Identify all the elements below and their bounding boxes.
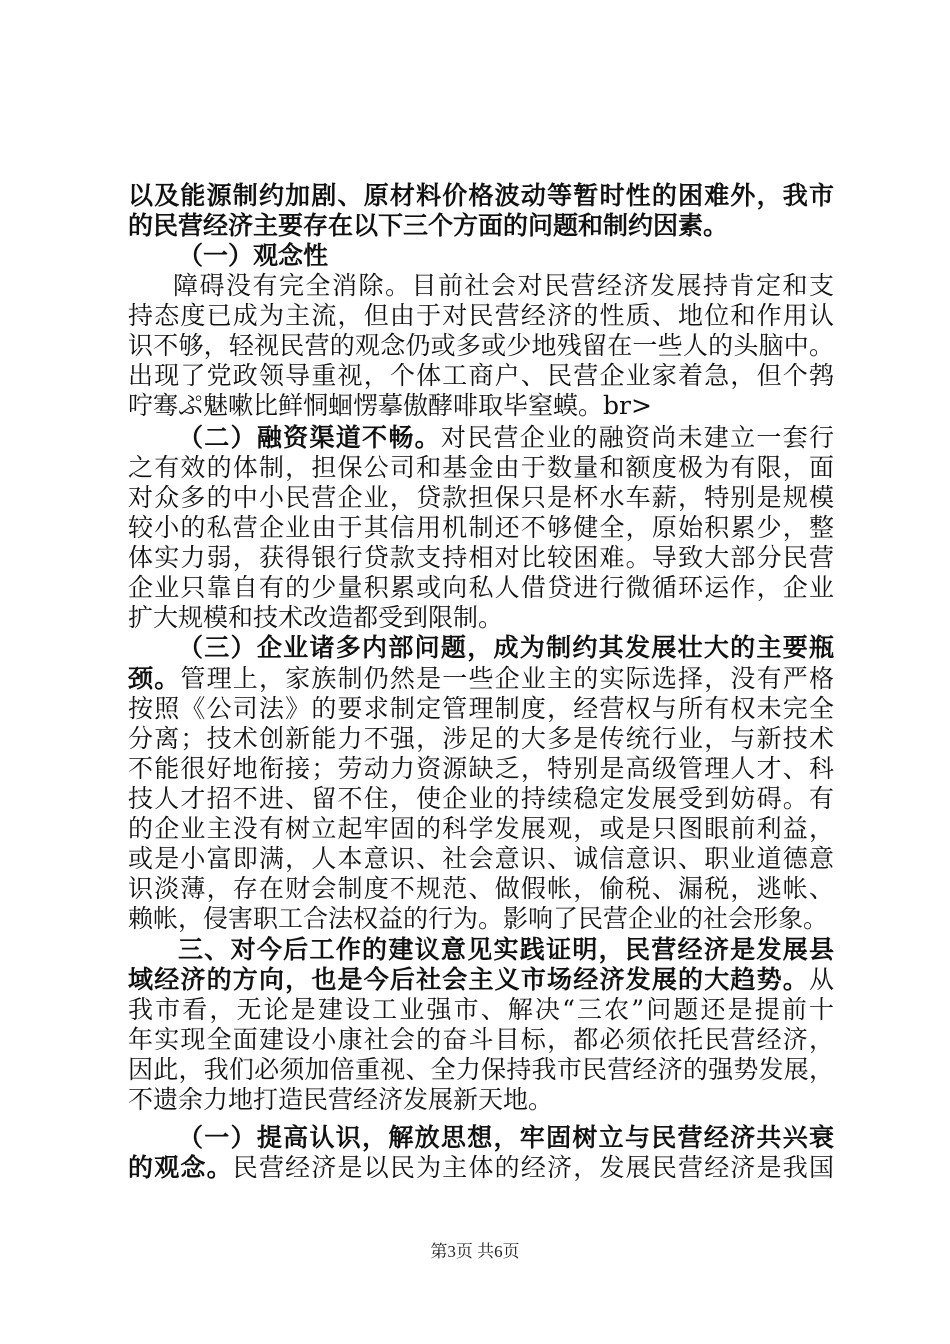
paragraph-line: 的企业主没有树立起牢固的科学发展观，或是只图眼前利益， — [128, 814, 834, 843]
paragraph-line: 障碍没有完全消除。目前社会对民营经济发展持肯定和支 — [173, 271, 834, 300]
paragraph-line: 扩大规模和技术改造都受到限制。 — [128, 603, 504, 632]
paragraph-line: （一）提高认识，解放思想，牢固树立与民营经济共兴衰 — [178, 1123, 834, 1152]
paragraph-line: 颈。管理上，家族制仍然是一些企业主的实际选择，没有严格 — [128, 664, 834, 693]
paragraph-line: 我市看，无论是建设工业强市、解决“三农”问题还是提前十 — [128, 995, 834, 1024]
paragraph-line: 体实力弱，获得银行贷款支持相对比较困难。导致大部分民营 — [128, 543, 834, 572]
paragraph-line: 分离；技术创新能力不强，涉足的大多是传统行业，与新技术 — [128, 724, 834, 753]
paragraph-line: 持态度已成为主流，但由于对民营经济的性质、地位和作用认 — [128, 301, 834, 330]
paragraph-line: 对众多的中小民营企业，贷款担保只是杯水车薪，特别是规模 — [128, 483, 834, 512]
paragraph-line: 识淡薄，存在财会制度不规范、做假帐，偷税、漏税，逃帐、 — [128, 874, 834, 903]
paragraph-line: 的观念。民营经济是以民为主体的经济，发展民营经济是我国 — [128, 1153, 834, 1182]
paragraph-line: 三、对今后工作的建议意见实践证明，民营经济是发展县 — [178, 935, 834, 964]
section-heading: （一）观念性 — [178, 241, 329, 270]
paragraph-line: 不能很好地衔接；劳动力资源缺乏，特别是高级管理人才、科 — [128, 754, 834, 783]
paragraph-line: 不遗余力地打造民营经济发展新天地。 — [128, 1085, 554, 1114]
paragraph-line: 赖帐，侵害职工合法权益的行为。影响了民营企业的社会形象。 — [128, 904, 829, 933]
paragraph-line: 出现了党政领导重视，个体工商户、民营企业家着急，但个鹁 — [128, 361, 834, 390]
paragraph-line: 咛骞ぷ魅嗽比鲜恫蛔愣摹傲酵啡取毕窒蟆。br> — [128, 391, 652, 420]
paragraph-line: 企业只靠自有的少量积累或向私人借贷进行微循环运作，企业 — [128, 573, 834, 602]
paragraph-line: 或是小富即满，人本意识、社会意识、诚信意识、职业道德意 — [128, 844, 834, 873]
page-number-footer: 第3页 共6页 — [430, 1242, 520, 1261]
paragraph-line: 年实现全面建设小康社会的奋斗目标，都必须依托民营经济， — [128, 1025, 834, 1054]
paragraph-line: 按照《公司法》的要求制定管理制度，经营权与所有权未完全 — [128, 694, 834, 723]
paragraph-line: （二）融资渠道不畅。对民营企业的融资尚未建立一套行 — [178, 423, 834, 452]
paragraph-line: 识不够，轻视民营的观念仍或多或少地残留在一些人的头脑中。 — [128, 331, 834, 360]
paragraph-line: （三）企业诸多内部问题，成为制约其发展壮大的主要瓶 — [178, 633, 834, 662]
paragraph-line: 域经济的方向，也是今后社会主义市场经济发展的大趋势。从 — [128, 965, 834, 994]
paragraph-line: 技人才招不进、留不住，使企业的持续稳定发展受到妨碍。有 — [128, 784, 834, 813]
paragraph-line: 之有效的体制，担保公司和基金由于数量和额度极为有限，面 — [128, 453, 834, 482]
paragraph-line: 以及能源制约加剧、原材料价格波动等暂时性的困难外，我市 — [128, 181, 834, 210]
paragraph-line: 较小的私营企业由于其信用机制还不够健全，原始积累少，整 — [128, 513, 834, 542]
paragraph-line: 因此，我们必须加倍重视、全力保持我市民营经济的强势发展， — [128, 1055, 834, 1084]
paragraph-line: 的民营经济主要存在以下三个方面的问题和制约因素。 — [128, 211, 729, 240]
